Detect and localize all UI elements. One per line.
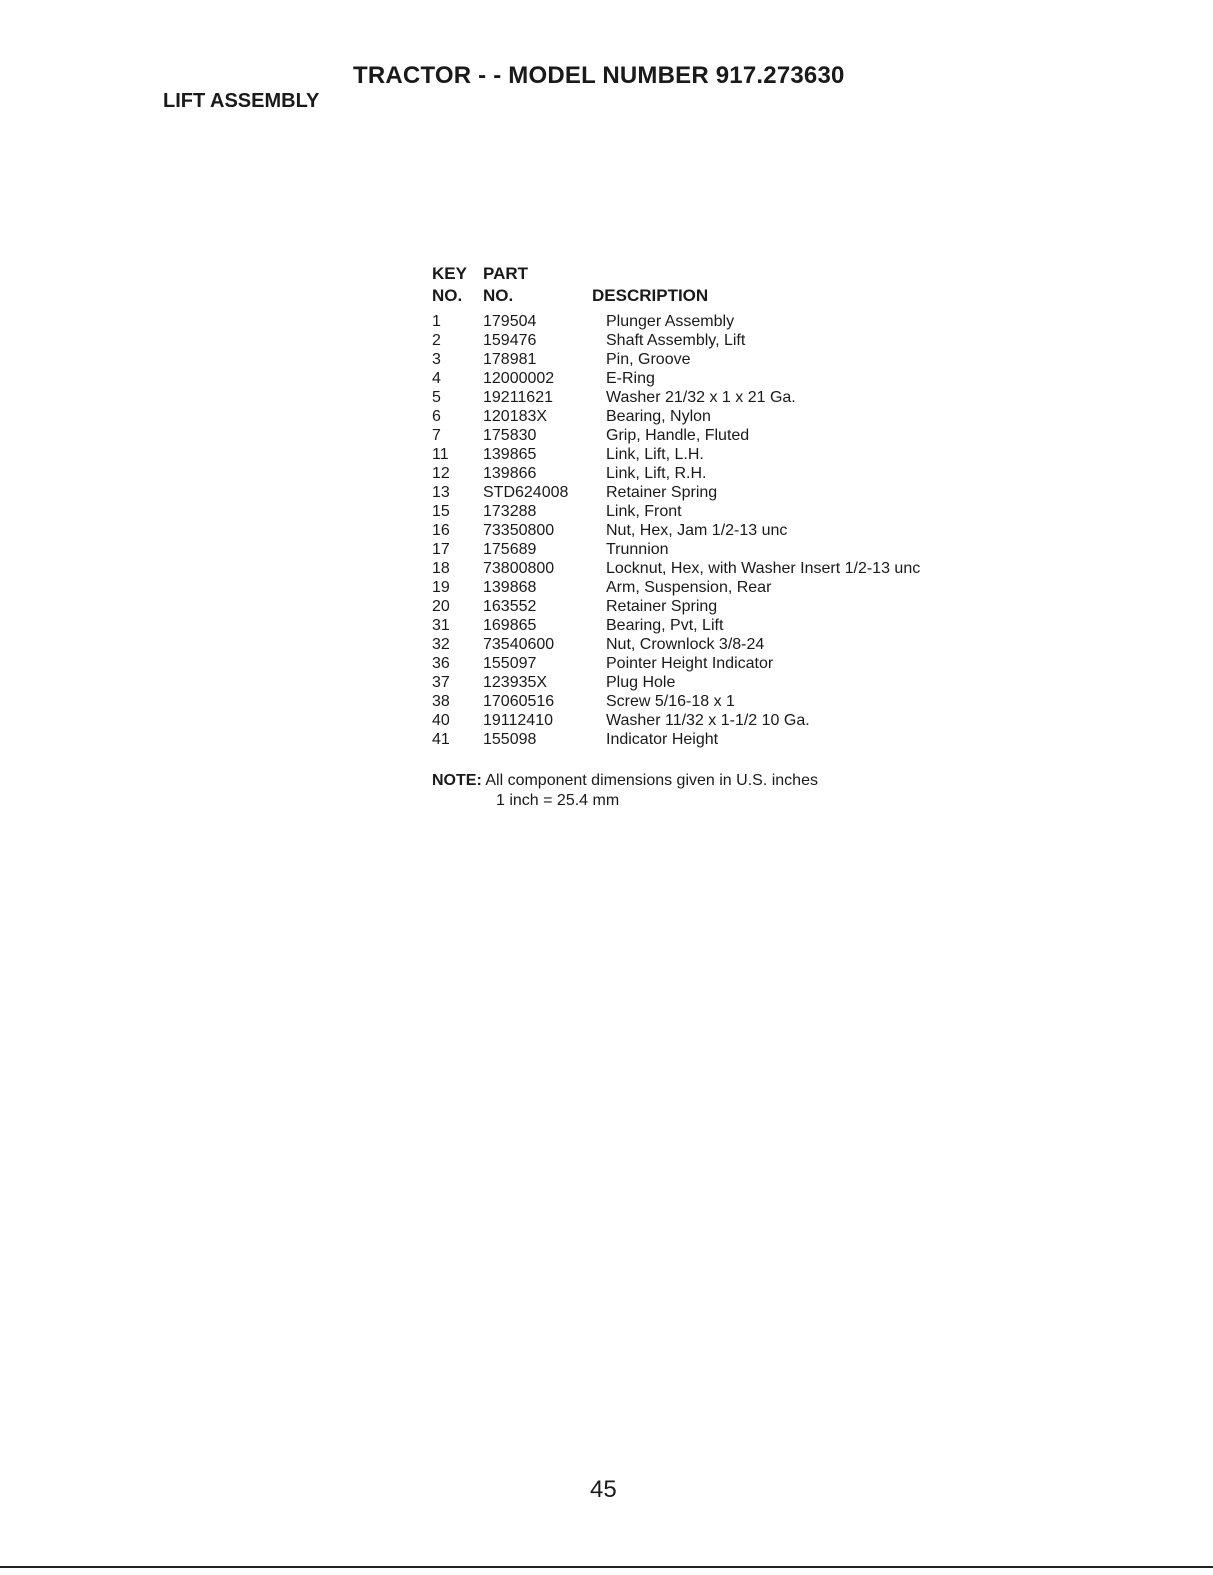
key-no-cell: 37 bbox=[432, 674, 450, 691]
description-cell: Nut, Crownlock 3/8-24 bbox=[606, 636, 765, 653]
page-number: 45 bbox=[590, 1476, 617, 1503]
key-no-cell: 3 bbox=[432, 351, 441, 368]
key-no-cell: 15 bbox=[432, 503, 450, 520]
part-no-cell: 155097 bbox=[483, 655, 537, 672]
part-no-cell: 120183X bbox=[483, 408, 548, 425]
part-no-cell: STD624008 bbox=[483, 484, 569, 501]
key-no-cell: 6 bbox=[432, 408, 441, 425]
description-cell: Plunger Assembly bbox=[606, 313, 735, 330]
key-no-cell: 20 bbox=[432, 598, 450, 615]
header-part-line2: NO. bbox=[483, 286, 514, 305]
description-cell: Shaft Assembly, Lift bbox=[606, 332, 746, 349]
document-title: TRACTOR - - MODEL NUMBER 917.273630 bbox=[353, 62, 845, 89]
header-key-line1: KEY bbox=[432, 264, 467, 283]
description-cell: Link, Lift, R.H. bbox=[606, 465, 707, 482]
key-no-cell: 32 bbox=[432, 636, 450, 653]
part-no-cell: 12000002 bbox=[483, 370, 555, 387]
part-no-cell: 73800800 bbox=[483, 560, 555, 577]
description-cell: Indicator Height bbox=[606, 731, 719, 748]
part-no-cell: 17060516 bbox=[483, 693, 555, 710]
description-cell: Arm, Suspension, Rear bbox=[606, 579, 772, 596]
note-label: NOTE: bbox=[432, 772, 482, 789]
part-no-cell: 19112410 bbox=[483, 712, 553, 729]
key-no-cell: 11 bbox=[432, 446, 449, 463]
key-no-cell: 16 bbox=[432, 522, 450, 539]
part-no-cell: 175689 bbox=[483, 541, 537, 558]
description-cell: Grip, Handle, Fluted bbox=[606, 427, 750, 444]
key-no-cell: 13 bbox=[432, 484, 450, 501]
part-no-cell: 139868 bbox=[483, 579, 537, 596]
part-no-cell: 139866 bbox=[483, 465, 537, 482]
description-cell: Washer 11/32 x 1-1/2 10 Ga. bbox=[606, 712, 810, 729]
key-no-cell: 36 bbox=[432, 655, 450, 672]
description-cell: Bearing, Nylon bbox=[606, 408, 711, 425]
description-cell: Pin, Groove bbox=[606, 351, 691, 368]
part-no-cell: 139865 bbox=[483, 446, 537, 463]
description-cell: Pointer Height Indicator bbox=[606, 655, 774, 672]
part-no-cell: 179504 bbox=[483, 313, 537, 330]
bottom-rule bbox=[0, 1566, 1213, 1568]
description-cell: Retainer Spring bbox=[606, 598, 718, 615]
part-no-cell: 169865 bbox=[483, 617, 537, 634]
note-block bbox=[432, 771, 818, 809]
description-cell: Plug Hole bbox=[606, 674, 676, 691]
description-cell: Locknut, Hex, with Washer Insert 1/2-13 unc bbox=[606, 560, 921, 577]
part-no-cell: 73540600 bbox=[483, 636, 555, 653]
description-cell: E-Ring bbox=[606, 370, 655, 387]
section-title: LIFT ASSEMBLY bbox=[163, 90, 320, 112]
part-no-cell: 73350800 bbox=[483, 522, 555, 539]
part-no-cell: 155098 bbox=[483, 731, 537, 748]
description-cell: Screw 5/16-18 x 1 bbox=[606, 693, 735, 710]
part-no-cell: 178981 bbox=[483, 351, 537, 368]
description-cell: Trunnion bbox=[606, 541, 669, 558]
key-no-cell: 40 bbox=[432, 712, 450, 729]
description-cell: Nut, Hex, Jam 1/2-13 unc bbox=[606, 522, 788, 539]
key-no-cell: 12 bbox=[432, 465, 450, 482]
header-key-line2: NO. bbox=[432, 286, 463, 305]
description-cell: Link, Lift, L.H. bbox=[606, 446, 704, 463]
key-no-cell: 7 bbox=[432, 427, 441, 444]
key-no-cell: 4 bbox=[432, 370, 441, 387]
part-no-cell: 175830 bbox=[483, 427, 537, 444]
key-no-cell: 41 bbox=[432, 731, 450, 748]
description-cell: Bearing, Pvt, Lift bbox=[606, 617, 724, 634]
part-no-cell: 123935X bbox=[483, 674, 548, 691]
part-no-cell: 173288 bbox=[483, 503, 537, 520]
description-cell: Washer 21/32 x 1 x 21 Ga. bbox=[606, 389, 796, 406]
key-no-cell: 31 bbox=[432, 617, 450, 634]
description-cell: Retainer Spring bbox=[606, 484, 718, 501]
key-no-cell: 19 bbox=[432, 579, 450, 596]
key-no-cell: 18 bbox=[432, 560, 450, 577]
part-no-cell: 159476 bbox=[483, 332, 537, 349]
description-cell: Link, Front bbox=[606, 503, 682, 520]
key-no-cell: 1 bbox=[432, 313, 441, 330]
part-no-cell: 19211621 bbox=[483, 389, 553, 406]
key-no-cell: 38 bbox=[432, 693, 450, 710]
key-no-cell: 17 bbox=[432, 541, 450, 558]
note-line2: 1 inch = 25.4 mm bbox=[496, 792, 620, 809]
key-no-cell: 5 bbox=[432, 389, 441, 406]
part-no-cell: 163552 bbox=[483, 598, 537, 615]
header-description: DESCRIPTION bbox=[592, 286, 709, 305]
header-part-line1: PART bbox=[483, 264, 529, 283]
key-no-cell: 2 bbox=[432, 332, 441, 349]
note-line1: All component dimensions given in U.S. inches bbox=[485, 772, 818, 789]
